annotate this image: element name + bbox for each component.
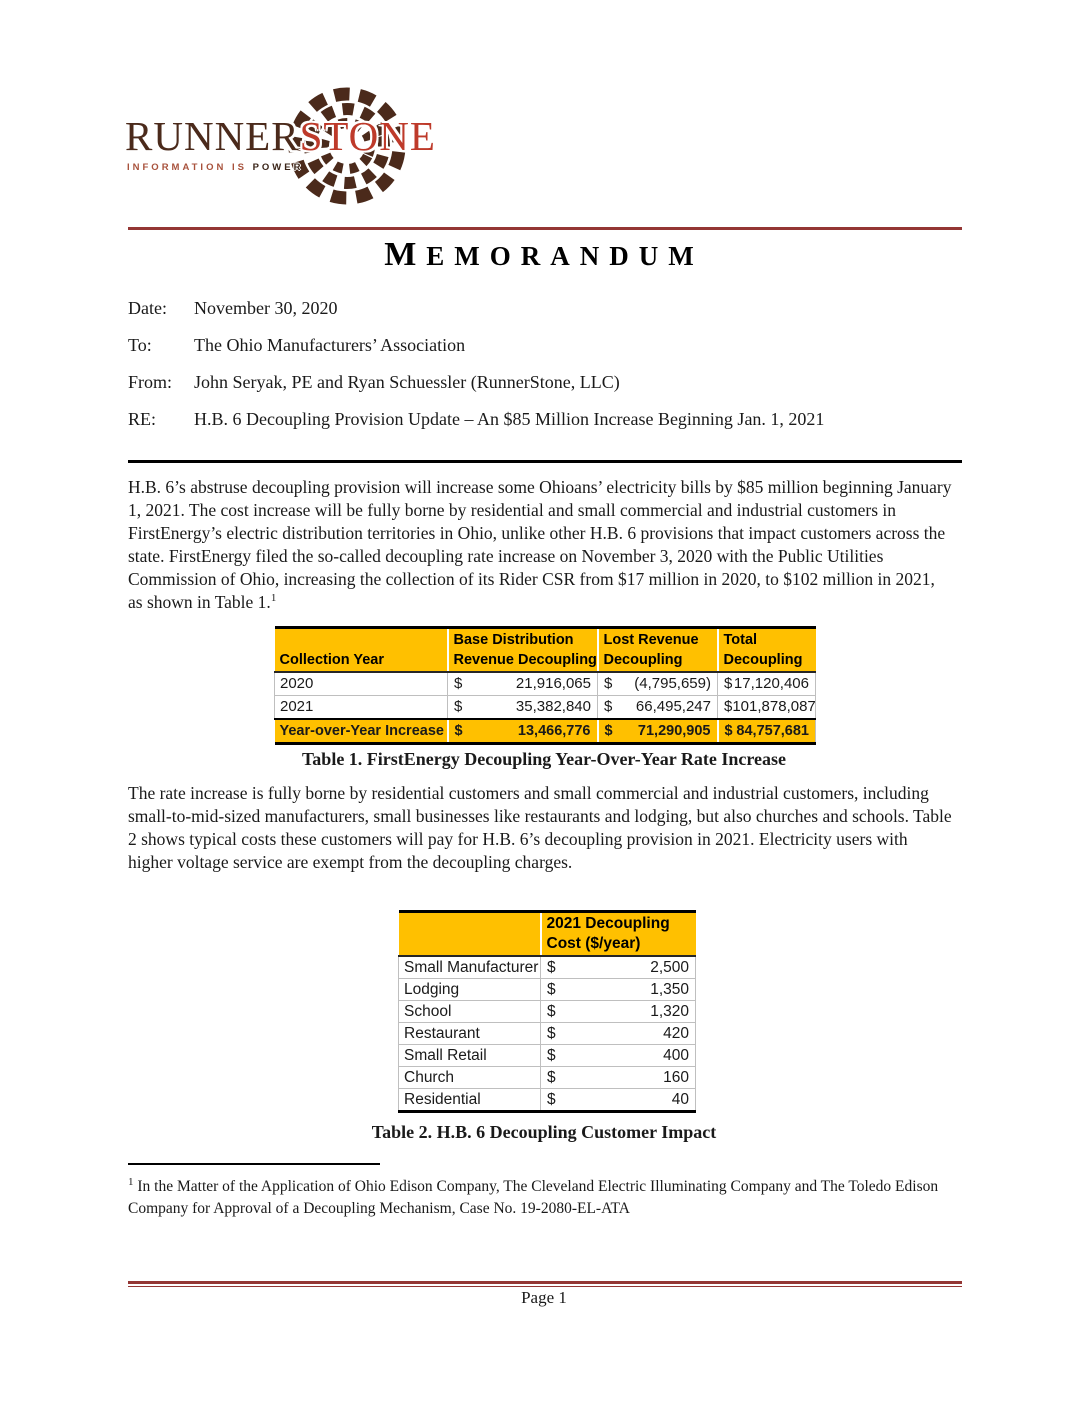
logo-text-stone: STONE bbox=[299, 113, 436, 159]
table-row bbox=[399, 1067, 696, 1089]
table1-header-lost-revenue: Lost Revenue Decoupling bbox=[598, 628, 718, 673]
memo-header-fields bbox=[128, 297, 824, 445]
currency-symbol: $ bbox=[547, 1003, 556, 1020]
runnerstone-logo bbox=[125, 86, 436, 208]
table2-label-cell: Church bbox=[399, 1067, 541, 1089]
table2-value-cell: $ 2,500 bbox=[541, 956, 696, 979]
table1-caption: Table 1. FirstEnergy Decoupling Year-Over-Year Rate Increase bbox=[301, 749, 787, 769]
table1-grand-total-cell: $ 84,757,681 bbox=[718, 719, 816, 744]
memo-title: MEMORANDUM bbox=[384, 236, 704, 273]
table1-year-cell: 2020 bbox=[275, 672, 448, 696]
table1-lost-cell: $ (4,795,659) bbox=[598, 672, 718, 696]
table1-header-collection-year: Collection Year bbox=[275, 628, 448, 673]
memo-field-value: John Seryak, PE and Ryan Schuessler (RunnerStone, LLC) bbox=[194, 372, 620, 392]
header-divider-rule bbox=[128, 227, 962, 230]
decoupling-rate-table bbox=[274, 626, 816, 745]
memo-field-value: H.B. 6 Decoupling Provision Update – An $85 Million Increase Beginning Jan. 1, 2021 bbox=[194, 409, 825, 429]
logo-tagline-power: POWER bbox=[252, 162, 304, 173]
table1-header-base-distribution: Base Distribution Revenue Decoupling bbox=[448, 628, 598, 673]
table2-label-cell: Residential bbox=[399, 1089, 541, 1112]
memo-field-label: Date: bbox=[128, 298, 167, 318]
footnote-text: In the Matter of the Application of Ohio Edison Company, The Cleveland Electric Illuminating Company and The Toledo Edison Company for Approval of a Decoupling Mechanism, Case No. 19-2080-EL-ATA bbox=[128, 1178, 939, 1217]
table1-header-total: Total Decoupling bbox=[718, 628, 816, 673]
table2-value-cell: $ 400 bbox=[541, 1045, 696, 1067]
memo-field-from bbox=[128, 371, 824, 393]
logo-text-runner: RUNNER bbox=[125, 113, 300, 159]
memo-field-label: To: bbox=[128, 335, 152, 355]
table-row bbox=[275, 672, 816, 696]
paragraph-impact: The rate increase is fully borne by residential customers and small commercial and industrial customers, including small-to-mid-sized manufacturers, small businesses like restaurants and lodging, but also churches and schools. Table 2 shows typical costs these customers will pay for H.B. 6’s decoupling provision in 2021. Electricity users with higher voltage service are exempt from the decoupling charges. bbox=[128, 783, 952, 872]
currency-symbol: $ bbox=[547, 1025, 556, 1042]
memo-field-date bbox=[128, 297, 824, 319]
table1-base-cell: $ 35,382,840 bbox=[448, 696, 598, 720]
table2-caption: Table 2. H.B. 6 Decoupling Customer Impact bbox=[371, 1122, 717, 1142]
table2-value-cell: $ 160 bbox=[541, 1067, 696, 1089]
table2-header-corner bbox=[399, 912, 541, 957]
currency-symbol: $ bbox=[604, 675, 613, 692]
logo-wordmark bbox=[125, 112, 436, 160]
currency-symbol: $ bbox=[547, 1091, 556, 1108]
memo-field-value: The Ohio Manufacturers’ Association bbox=[194, 335, 466, 355]
table1-total-cell: $ 101,878,087 bbox=[718, 696, 816, 720]
currency-symbol: $ bbox=[454, 698, 463, 715]
memo-field-label: RE: bbox=[128, 409, 157, 429]
currency-symbol: $ bbox=[547, 959, 556, 976]
footnote bbox=[128, 1176, 952, 1220]
table2-label-cell: Small Manufacturer bbox=[399, 956, 541, 979]
table1-lost-cell: $ 66,495,247 bbox=[598, 696, 718, 720]
currency-symbol: $ bbox=[604, 723, 613, 739]
currency-symbol: $ bbox=[724, 675, 733, 692]
currency-symbol: $ bbox=[547, 981, 556, 998]
table-row bbox=[275, 696, 816, 720]
table-row bbox=[399, 979, 696, 1001]
footnote-separator bbox=[128, 1163, 380, 1165]
memo-field-value: November 30, 2020 bbox=[194, 298, 338, 318]
currency-symbol: $ bbox=[454, 723, 463, 739]
table2-value-cell: $ 420 bbox=[541, 1023, 696, 1045]
table1-base-cell: $ 21,916,065 bbox=[448, 672, 598, 696]
table2-label-cell: Lodging bbox=[399, 979, 541, 1001]
table2-label-cell: Small Retail bbox=[399, 1045, 541, 1067]
table2-value-cell: $ 40 bbox=[541, 1089, 696, 1112]
table1-total-row bbox=[275, 719, 816, 744]
currency-symbol: $ bbox=[547, 1069, 556, 1086]
currency-symbol: $ bbox=[724, 723, 733, 739]
footer-divider-rule bbox=[128, 1281, 962, 1287]
table2-header-cost: 2021 Decoupling Cost ($/year) bbox=[541, 912, 696, 957]
body-divider-rule bbox=[128, 460, 962, 463]
footnote-marker: 1 bbox=[128, 1175, 134, 1188]
paragraph-intro bbox=[128, 476, 952, 614]
page-number: Page 1 bbox=[521, 1288, 567, 1307]
table-row bbox=[399, 956, 696, 979]
currency-symbol: $ bbox=[604, 698, 613, 715]
table2-label-cell: School bbox=[399, 1001, 541, 1023]
currency-symbol: $ bbox=[454, 675, 463, 692]
memo-field-re bbox=[128, 408, 824, 430]
logo-tagline-left: INFORMATION IS bbox=[127, 162, 247, 173]
memo-field-label: From: bbox=[128, 372, 173, 392]
table-row bbox=[399, 1023, 696, 1045]
table2-label-cell: Restaurant bbox=[399, 1023, 541, 1045]
table2-value-cell: $ 1,350 bbox=[541, 979, 696, 1001]
table2-header-row bbox=[399, 912, 696, 957]
table1-total-cell: $ 17,120,406 bbox=[718, 672, 816, 696]
table1-total-label: Year-over-Year Increase bbox=[275, 719, 448, 744]
footnote-reference: 1 bbox=[270, 592, 277, 605]
memo-field-to bbox=[128, 334, 824, 356]
table1-lost-total-cell: $ 71,290,905 bbox=[598, 719, 718, 744]
table-row bbox=[399, 1089, 696, 1112]
currency-symbol: $ bbox=[547, 1047, 556, 1064]
table2-value-cell: $ 1,320 bbox=[541, 1001, 696, 1023]
paragraph-intro-text: H.B. 6’s abstruse decoupling provision will increase some Ohioans’ electricity bills by $85 million beginning January 1, 2021. The cost increase will be fully borne by residential and small commercial and industrial customers in FirstEnergy’s electric distribution territories in Ohio, unlike other H.B. 6 provisions that impact customers across the state. FirstEnergy filed the so-called decoupling rate increase on November 3, 2020 with the Public Utilities Commission of Ohio, increasing the collection of its Rider CSR from $17 million in 2020, to $102 million in 2021, as shown in Table 1. bbox=[128, 477, 952, 612]
customer-impact-table bbox=[398, 910, 696, 1113]
table-row bbox=[399, 1045, 696, 1067]
table1-base-total-cell: $ 13,466,776 bbox=[448, 719, 598, 744]
logo-tagline bbox=[127, 162, 303, 173]
currency-symbol: $ bbox=[724, 698, 733, 715]
table-row bbox=[399, 1001, 696, 1023]
table1-year-cell: 2021 bbox=[275, 696, 448, 720]
table1-header-row bbox=[275, 628, 816, 673]
